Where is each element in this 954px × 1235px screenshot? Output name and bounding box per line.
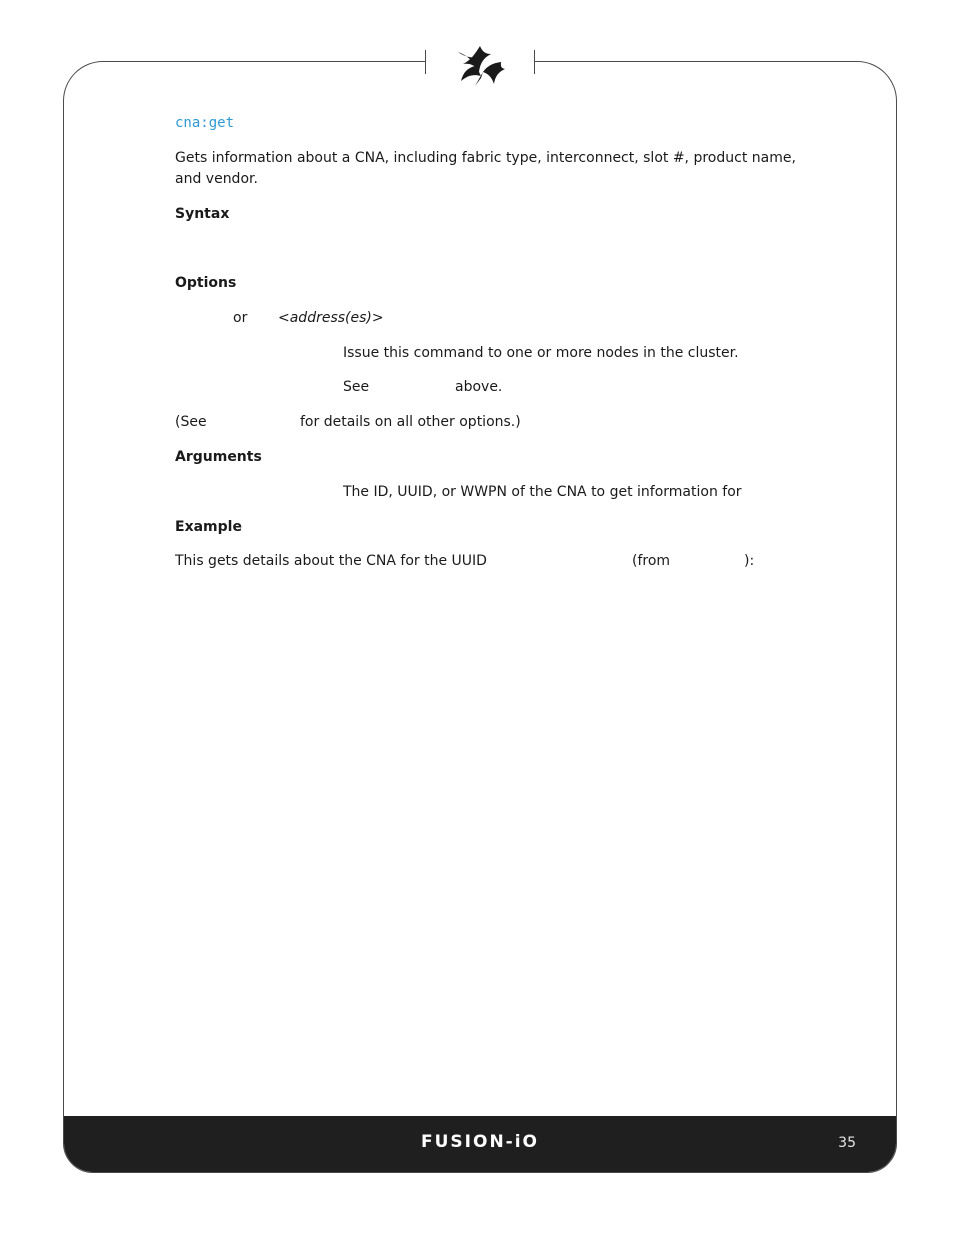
header-tick-left (425, 50, 426, 74)
page-frame (63, 61, 897, 1173)
other-options-prefix: (See (175, 414, 207, 430)
option-see-prefix: See (343, 379, 370, 395)
description-text: Gets information about a CNA, including fabric type, interconnect, slot #, product name, and vendor. (175, 150, 796, 187)
page-number: 35 (838, 1135, 856, 1151)
example-text-prefix: This gets details about the CNA for the UUID (175, 553, 487, 569)
other-options-suffix: for details on all other options.) (300, 414, 521, 430)
heading-example: Example (175, 519, 242, 535)
heading-syntax: Syntax (175, 206, 230, 222)
option-address-arg: <address(es)> (278, 310, 384, 326)
fusion-logo-icon (453, 42, 507, 86)
heading-arguments: Arguments (175, 449, 262, 465)
example-text-end: ): (744, 553, 755, 569)
heading-options: Options (175, 275, 237, 291)
header-tick-right (534, 50, 535, 74)
option-address-desc: Issue this command to one or more nodes in the cluster. (343, 345, 739, 361)
footer-brand-logo: FUSION-iO (421, 1132, 539, 1152)
example-text-from: (from (632, 553, 671, 569)
option-see-suffix: above. (455, 379, 503, 395)
argument-id-desc: The ID, UUID, or WWPN of the CNA to get information for (343, 484, 742, 500)
option-or-text: or (233, 310, 248, 326)
footer-bar (64, 1116, 896, 1172)
section-title: cna:get (175, 115, 235, 131)
